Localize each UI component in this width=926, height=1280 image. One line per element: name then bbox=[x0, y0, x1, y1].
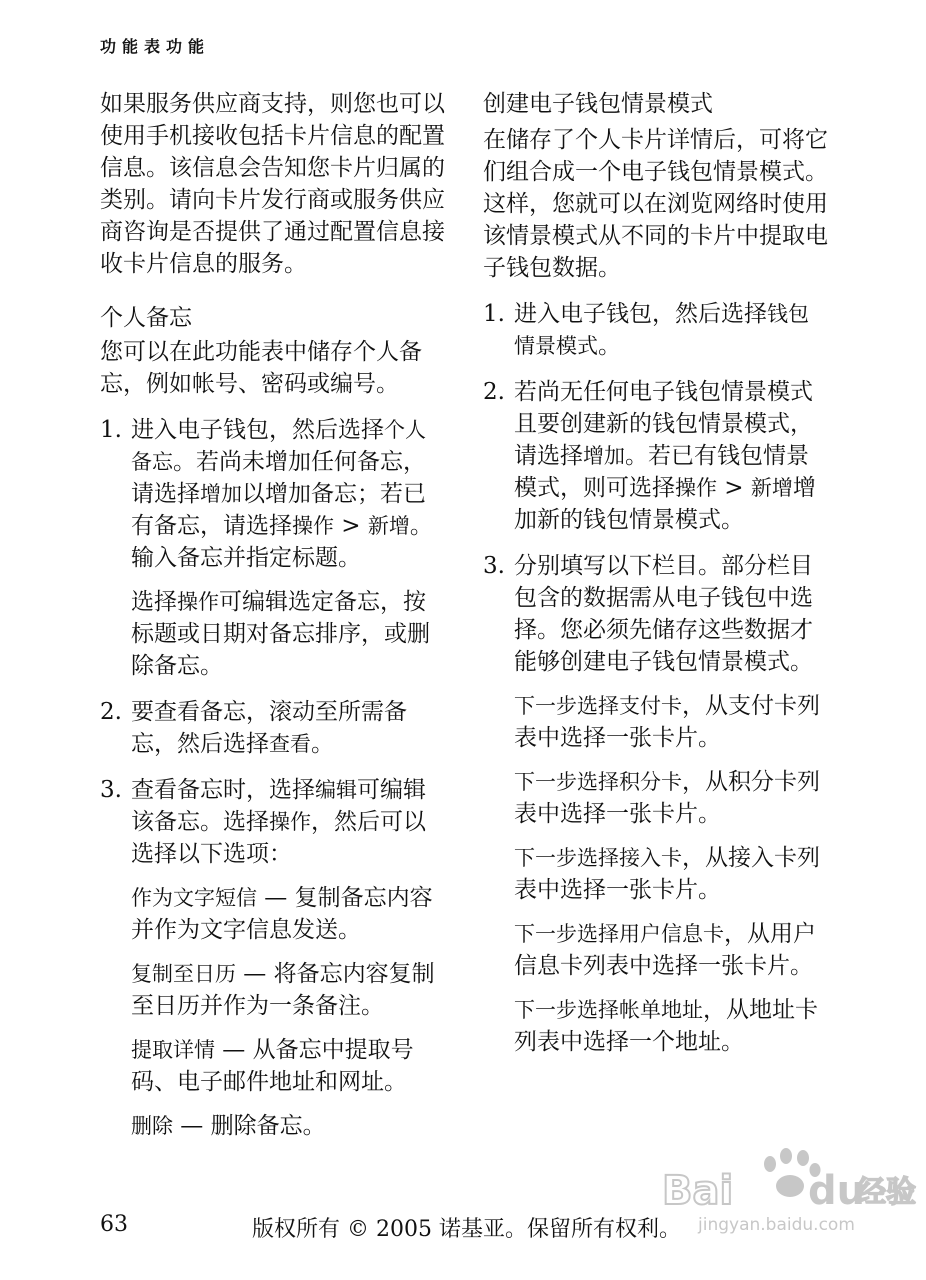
step-text bbox=[131, 696, 445, 760]
step-number: 1. bbox=[483, 301, 505, 327]
option-description: ，从用户信息卡列表中选择一张卡片。 bbox=[514, 921, 816, 979]
option-description: ，从支付卡列表中选择一张卡片。 bbox=[514, 693, 820, 751]
option-description: — 删除备忘。 bbox=[173, 1113, 326, 1139]
menu-keyword: 个人备忘 bbox=[131, 418, 426, 474]
option-item bbox=[514, 842, 828, 906]
text-run: 。若尚未增加任何备忘，请选择 bbox=[131, 449, 426, 507]
step-text bbox=[131, 774, 445, 870]
page-number: 63 bbox=[100, 1212, 128, 1237]
text-run: 若尚无任何电子钱包情景模式且要创建新的钱包情景模式，请选择 bbox=[514, 379, 813, 469]
right-column bbox=[483, 88, 828, 1072]
step-item bbox=[483, 298, 828, 362]
text-run: 查看备忘时，选择 bbox=[131, 777, 315, 803]
option-item bbox=[131, 958, 445, 1022]
section-intro-personal-notes: 您可以在此功能表中储存个人备忘，例如帐号、密码或编号。 bbox=[100, 339, 422, 397]
option-item bbox=[514, 994, 828, 1058]
option-description: ，从地址卡列表中选择一个地址。 bbox=[514, 997, 818, 1055]
menu-keyword: 钱包情景模式 bbox=[514, 302, 809, 358]
menu-keyword: 编辑 bbox=[315, 778, 357, 802]
step-text bbox=[514, 298, 828, 362]
option-keyword: 下一步选择接入卡 bbox=[514, 846, 682, 870]
option-description: — 复制备忘内容并作为文字信息发送。 bbox=[131, 885, 433, 943]
menu-keyword: 新增 bbox=[367, 514, 410, 538]
text-run: 可编辑选定备忘，按标题或日期对备忘排序，或删除备忘。 bbox=[131, 589, 430, 679]
step-number: 3. bbox=[483, 553, 505, 579]
menu-keyword: 操作 bbox=[292, 514, 334, 538]
option-description: ，从积分卡列表中选择一张卡片。 bbox=[514, 769, 820, 827]
text-run: 。若已有钱包情景模式，则可选择 bbox=[514, 443, 809, 501]
step-number: 3. bbox=[100, 777, 122, 803]
option-item bbox=[514, 918, 828, 982]
text-run: 。 bbox=[598, 333, 621, 359]
watermark-brand-cn: 经验 bbox=[856, 1175, 916, 1210]
step-text bbox=[514, 376, 828, 536]
text-run: ，然后可以选择以下选项： bbox=[131, 809, 426, 867]
text-run: > bbox=[334, 513, 368, 539]
section-title-wallet-profile: 创建电子钱包情景模式 bbox=[483, 91, 713, 117]
baidu-watermark bbox=[640, 1130, 926, 1240]
option-item bbox=[514, 690, 828, 754]
menu-keyword: 查看 bbox=[269, 732, 311, 756]
step-number: 2. bbox=[483, 379, 505, 405]
menu-keyword: 操作 bbox=[269, 810, 311, 834]
watermark-url: jingyan.baidu.com bbox=[698, 1215, 855, 1235]
option-item bbox=[131, 1034, 445, 1098]
personal-notes-steps bbox=[100, 414, 445, 1142]
text-run: 以增加备忘；若已有备忘，请选择 bbox=[131, 481, 426, 539]
option-keyword: 下一步选择用户信息卡 bbox=[514, 922, 724, 946]
option-keyword: 下一步选择支付卡 bbox=[514, 694, 682, 718]
option-description: — 从备忘中提取号码、电子邮件地址和网址。 bbox=[131, 1037, 414, 1095]
wallet-profile-steps bbox=[483, 298, 828, 1058]
text-run: > bbox=[717, 475, 751, 501]
menu-keyword: 增加 bbox=[583, 444, 625, 468]
option-description: ，从接入卡列表中选择一张卡片。 bbox=[514, 845, 820, 903]
intro-paragraph: 如果服务供应商支持，则您也可以使用手机接收包括卡片信息的配置信息。该信息会告知您卡片归属的类别。请向卡片发行商或服务供应商咨询是否提供了通过配置信息接收卡片信息的服务。 bbox=[100, 91, 445, 277]
step-item bbox=[483, 376, 828, 536]
text-run: 进入电子钱包，然后选择 bbox=[514, 301, 767, 327]
step-item bbox=[100, 696, 445, 760]
step-text bbox=[131, 414, 445, 574]
step-item bbox=[100, 774, 445, 1142]
step-item bbox=[483, 550, 828, 1058]
menu-keyword: 增加 bbox=[200, 482, 242, 506]
text-run: 要查看备忘，滚动至所需备忘，然后选择 bbox=[131, 699, 407, 757]
copyright-notice: 版权所有 © 2005 诺基亚。保留所有权利。 bbox=[252, 1217, 681, 1242]
menu-keyword: 操作 bbox=[177, 590, 219, 614]
watermark-brand-b: du bbox=[808, 1168, 866, 1214]
step-subnote bbox=[131, 586, 445, 682]
text-run: 进入电子钱包，然后选择 bbox=[131, 417, 384, 443]
menu-keyword: 新增 bbox=[750, 476, 793, 500]
option-keyword: 删除 bbox=[131, 1114, 173, 1138]
option-item bbox=[514, 766, 828, 830]
text-run: 增加新的钱包情景模式。 bbox=[514, 475, 816, 533]
watermark-brand-a: Bai bbox=[662, 1168, 734, 1214]
text-run: 选择 bbox=[131, 589, 177, 615]
section-title-personal-notes: 个人备忘 bbox=[100, 305, 192, 331]
menu-keyword: 操作 bbox=[675, 476, 717, 500]
text-run: 。 bbox=[311, 731, 334, 757]
option-keyword: 下一步选择帐单地址 bbox=[514, 998, 703, 1022]
section-intro-wallet-profile: 在储存了个人卡片详情后，可将它们组合成一个电子钱包情景模式。这样，您就可以在浏览网络时使用该情景模式从不同的卡片中提取电子钱包数据。 bbox=[483, 127, 828, 281]
option-keyword: 作为文字短信 bbox=[131, 886, 257, 910]
option-keyword: 提取详情 bbox=[131, 1038, 215, 1062]
text-run: 。输入备忘并指定标题。 bbox=[131, 513, 433, 571]
option-item bbox=[131, 882, 445, 946]
step-text: 分别填写以下栏目。部分栏目包含的数据需从电子钱包中选择。您必须先储存这些数据才能够创建电子钱包情景模式。 bbox=[514, 553, 813, 675]
step-item bbox=[100, 414, 445, 682]
step-number: 2. bbox=[100, 699, 122, 725]
option-item bbox=[131, 1110, 445, 1142]
left-column bbox=[100, 88, 445, 1156]
option-description: — 将备忘内容复制至日历并作为一条备注。 bbox=[131, 961, 435, 1019]
text-run: 可编辑该备忘。选择 bbox=[131, 777, 426, 835]
option-keyword: 复制至日历 bbox=[131, 962, 236, 986]
step-number: 1. bbox=[100, 417, 122, 443]
page-header: 功能表功能 bbox=[100, 37, 211, 56]
option-keyword: 下一步选择积分卡 bbox=[514, 770, 682, 794]
